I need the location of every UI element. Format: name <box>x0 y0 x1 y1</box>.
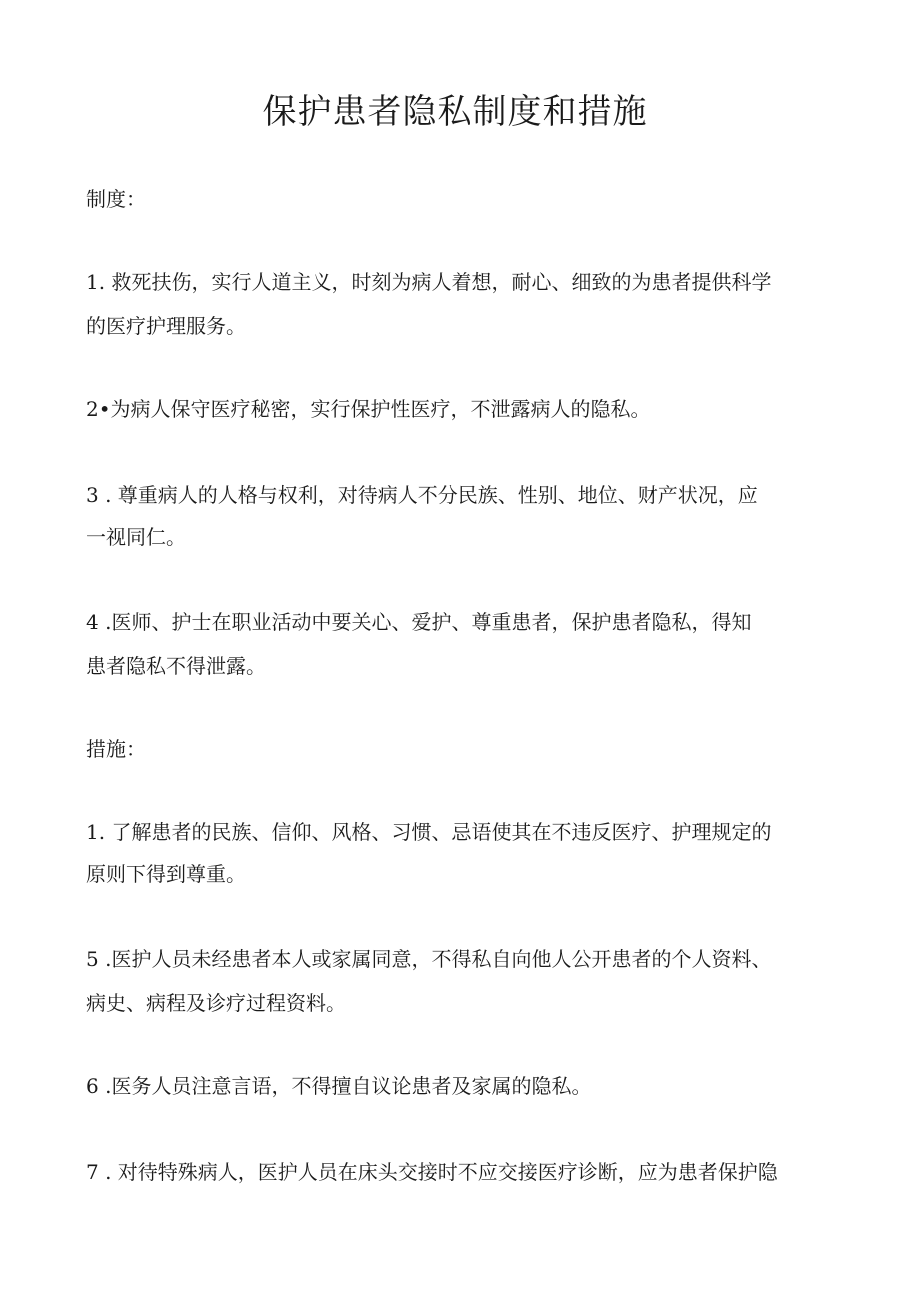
policy-heading: 制度： <box>86 187 146 211</box>
document-title: 保护患者隐私制度和措施 <box>262 92 648 132</box>
measure-item-5-line1: 5 .医护人员未经患者本人或家属同意，不得私自向他人公开患者的个人资料、 <box>86 947 772 971</box>
policy-item-4-line2: 患者隐私不得泄露。 <box>86 654 266 678</box>
measure-item-7-line1: 7 . 对待特殊病人，医护人员在床头交接时不应交接医疗诊断，应为患者保护隐 <box>86 1160 778 1184</box>
policy-item-1-line2: 的医疗护理服务。 <box>86 314 246 338</box>
policy-item-4-line1: 4 .医师、护士在职业活动中要关心、爱护、尊重患者，保护患者隐私，得知 <box>86 610 752 634</box>
policy-item-3-line2: 一视同仁。 <box>86 525 186 549</box>
policy-item-1-line1: 1. 救死扶伤，实行人道主义，时刻为病人着想，耐心、细致的为患者提供科学 <box>86 270 772 294</box>
measure-item-6-line1: 6 .医务人员注意言语，不得擅自议论患者及家属的隐私。 <box>86 1074 592 1098</box>
measures-heading: 措施： <box>86 737 146 761</box>
measure-item-1-line2: 原则下得到尊重。 <box>86 862 246 886</box>
policy-item-3-line1: 3 . 尊重病人的人格与权利，对待病人不分民族、性别、地位、财产状况，应 <box>86 483 758 507</box>
measure-item-5-line2: 病史、病程及诊疗过程资料。 <box>86 991 346 1015</box>
policy-item-2-line1: 2•为病人保守医疗秘密，实行保护性医疗，不泄露病人的隐私。 <box>86 397 651 421</box>
measure-item-1-line1: 1. 了解患者的民族、信仰、风格、习惯、忌语使其在不违反医疗、护理规定的 <box>86 820 772 844</box>
